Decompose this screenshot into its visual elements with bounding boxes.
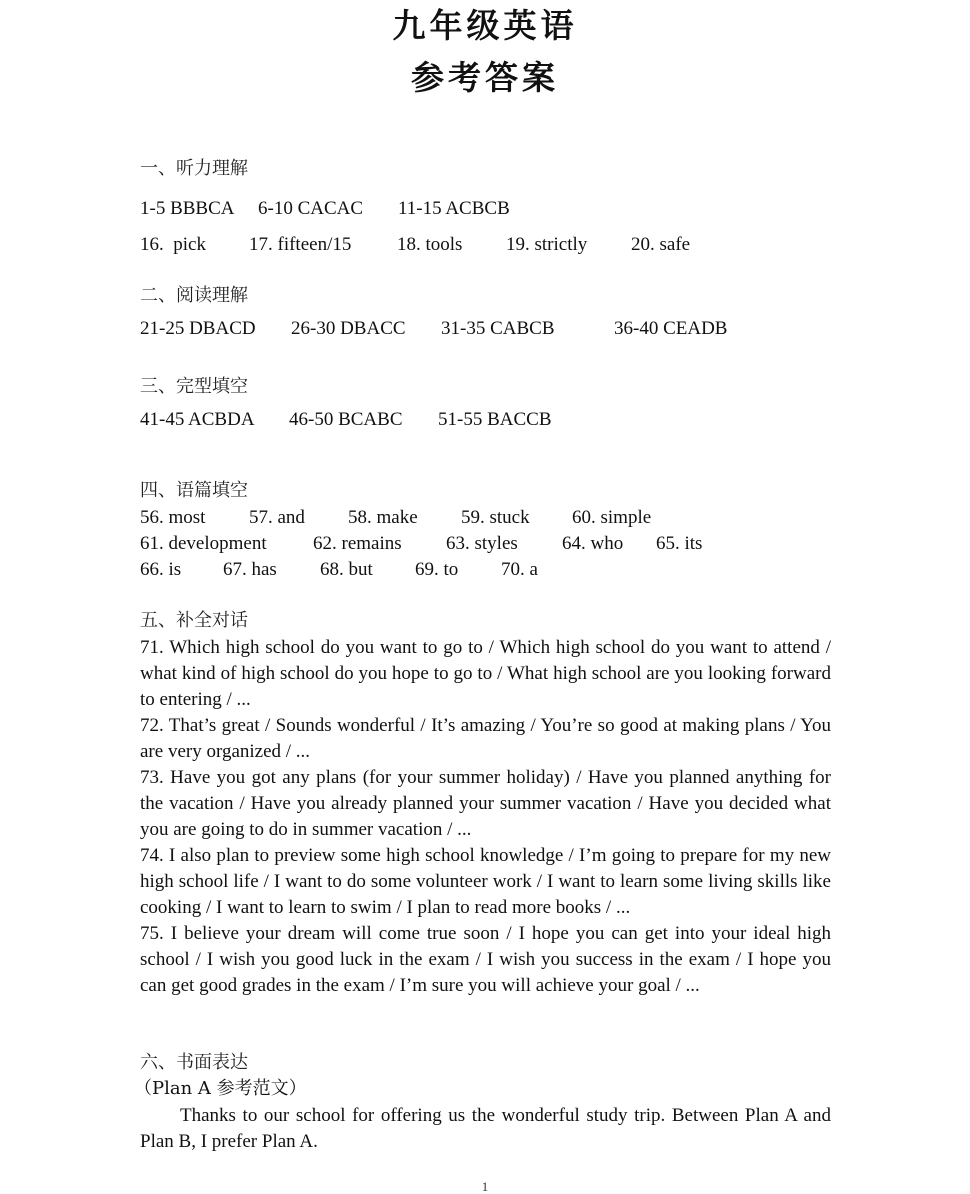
answer-item: 58. make xyxy=(348,507,418,528)
document-subtitle: 参考答案 xyxy=(411,58,559,97)
answer-item: 64. who xyxy=(562,533,624,554)
answer-item: 69. to xyxy=(415,559,459,580)
answer-group: 41-45 ACBDA xyxy=(140,409,255,430)
section-heading-passage-fill: 四、语篇填空 xyxy=(140,480,248,501)
dialogue-answer-72: 72. That’s great / Sounds wonderful / It’s amazing / You’re so good at making plans / You are very organized / ... xyxy=(140,715,831,762)
dialogue-answer-74: 74. I also plan to preview some high school knowledge / I’m going to prepare for my new high school life / I want to do some volunteer work / I want to learn some living skills like cooking / I want to learn to swim / I plan to read more books / ... xyxy=(140,845,831,918)
answer-item: 68. but xyxy=(320,559,373,580)
answer-item: 63. styles xyxy=(446,533,518,554)
answer-group: 11-15 ACBCB xyxy=(398,198,510,219)
answer-item: 70. a xyxy=(501,559,538,580)
page-number: 1 xyxy=(481,1179,489,1194)
answer-group: 51-55 BACCB xyxy=(438,409,552,430)
section-heading-reading: 二、阅读理解 xyxy=(140,285,248,306)
answer-group: 1-5 BBBCA xyxy=(140,198,235,219)
answer-item: 20. safe xyxy=(631,234,691,255)
section-heading-writing: 六、书面表达 xyxy=(140,1052,248,1073)
answer-item: 59. stuck xyxy=(461,507,530,528)
answer-group: 31-35 CABCB xyxy=(441,318,555,339)
answer-item: 18. tools xyxy=(397,234,463,255)
answer-item: 67. has xyxy=(223,559,277,580)
answer-item: 17. fifteen/15 xyxy=(249,234,352,255)
answer-item: 60. simple xyxy=(572,507,652,528)
answer-item: 19. strictly xyxy=(506,234,588,255)
answer-item: 61. development xyxy=(140,533,267,554)
answer-group: 6-10 CACAC xyxy=(258,198,364,219)
answer-item: 16. pick xyxy=(140,234,206,255)
answer-group: 36-40 CEADB xyxy=(614,318,728,339)
document-title: 九年级英语 xyxy=(392,6,578,45)
writing-subheading: （Plan A 参考范文） xyxy=(134,1078,307,1099)
answer-item: 56. most xyxy=(140,507,206,528)
answer-item: 66. is xyxy=(140,559,182,580)
section-heading-listening: 一、听力理解 xyxy=(140,158,248,179)
answer-group: 21-25 DBACD xyxy=(140,318,256,339)
section-heading-cloze: 三、完型填空 xyxy=(140,376,248,397)
answer-item: 62. remains xyxy=(313,533,402,554)
answer-group: 26-30 DBACC xyxy=(291,318,406,339)
answer-item: 57. and xyxy=(249,507,305,528)
answer-item: 65. its xyxy=(656,533,703,554)
answer-group: 46-50 BCABC xyxy=(289,409,403,430)
dialogue-answer-73: 73. Have you got any plans (for your summer holiday) / Have you planned anything for the vacation / Have you already planned your summer vacation / Have you decided what you are going to do in summer vacation / ... xyxy=(140,767,831,840)
section-heading-dialogue: 五、补全对话 xyxy=(140,610,248,631)
writing-sample-paragraph: Thanks to our school for offering us the wonderful study trip. Between Plan A and Plan B, I prefer Plan A. xyxy=(140,1105,831,1152)
dialogue-answer-75: 75. I believe your dream will come true soon / I hope you can get into your ideal high school / I wish you good luck in the exam / I wish you success in the exam / I hope you can get good grades in the exam / I’m sure you will achieve your goal / ... xyxy=(140,923,831,996)
dialogue-answer-71: 71. Which high school do you want to go to / Which high school do you want to attend / what kind of high school do you hope to go to / What high school are you looking forward to entering / ... xyxy=(140,637,831,710)
